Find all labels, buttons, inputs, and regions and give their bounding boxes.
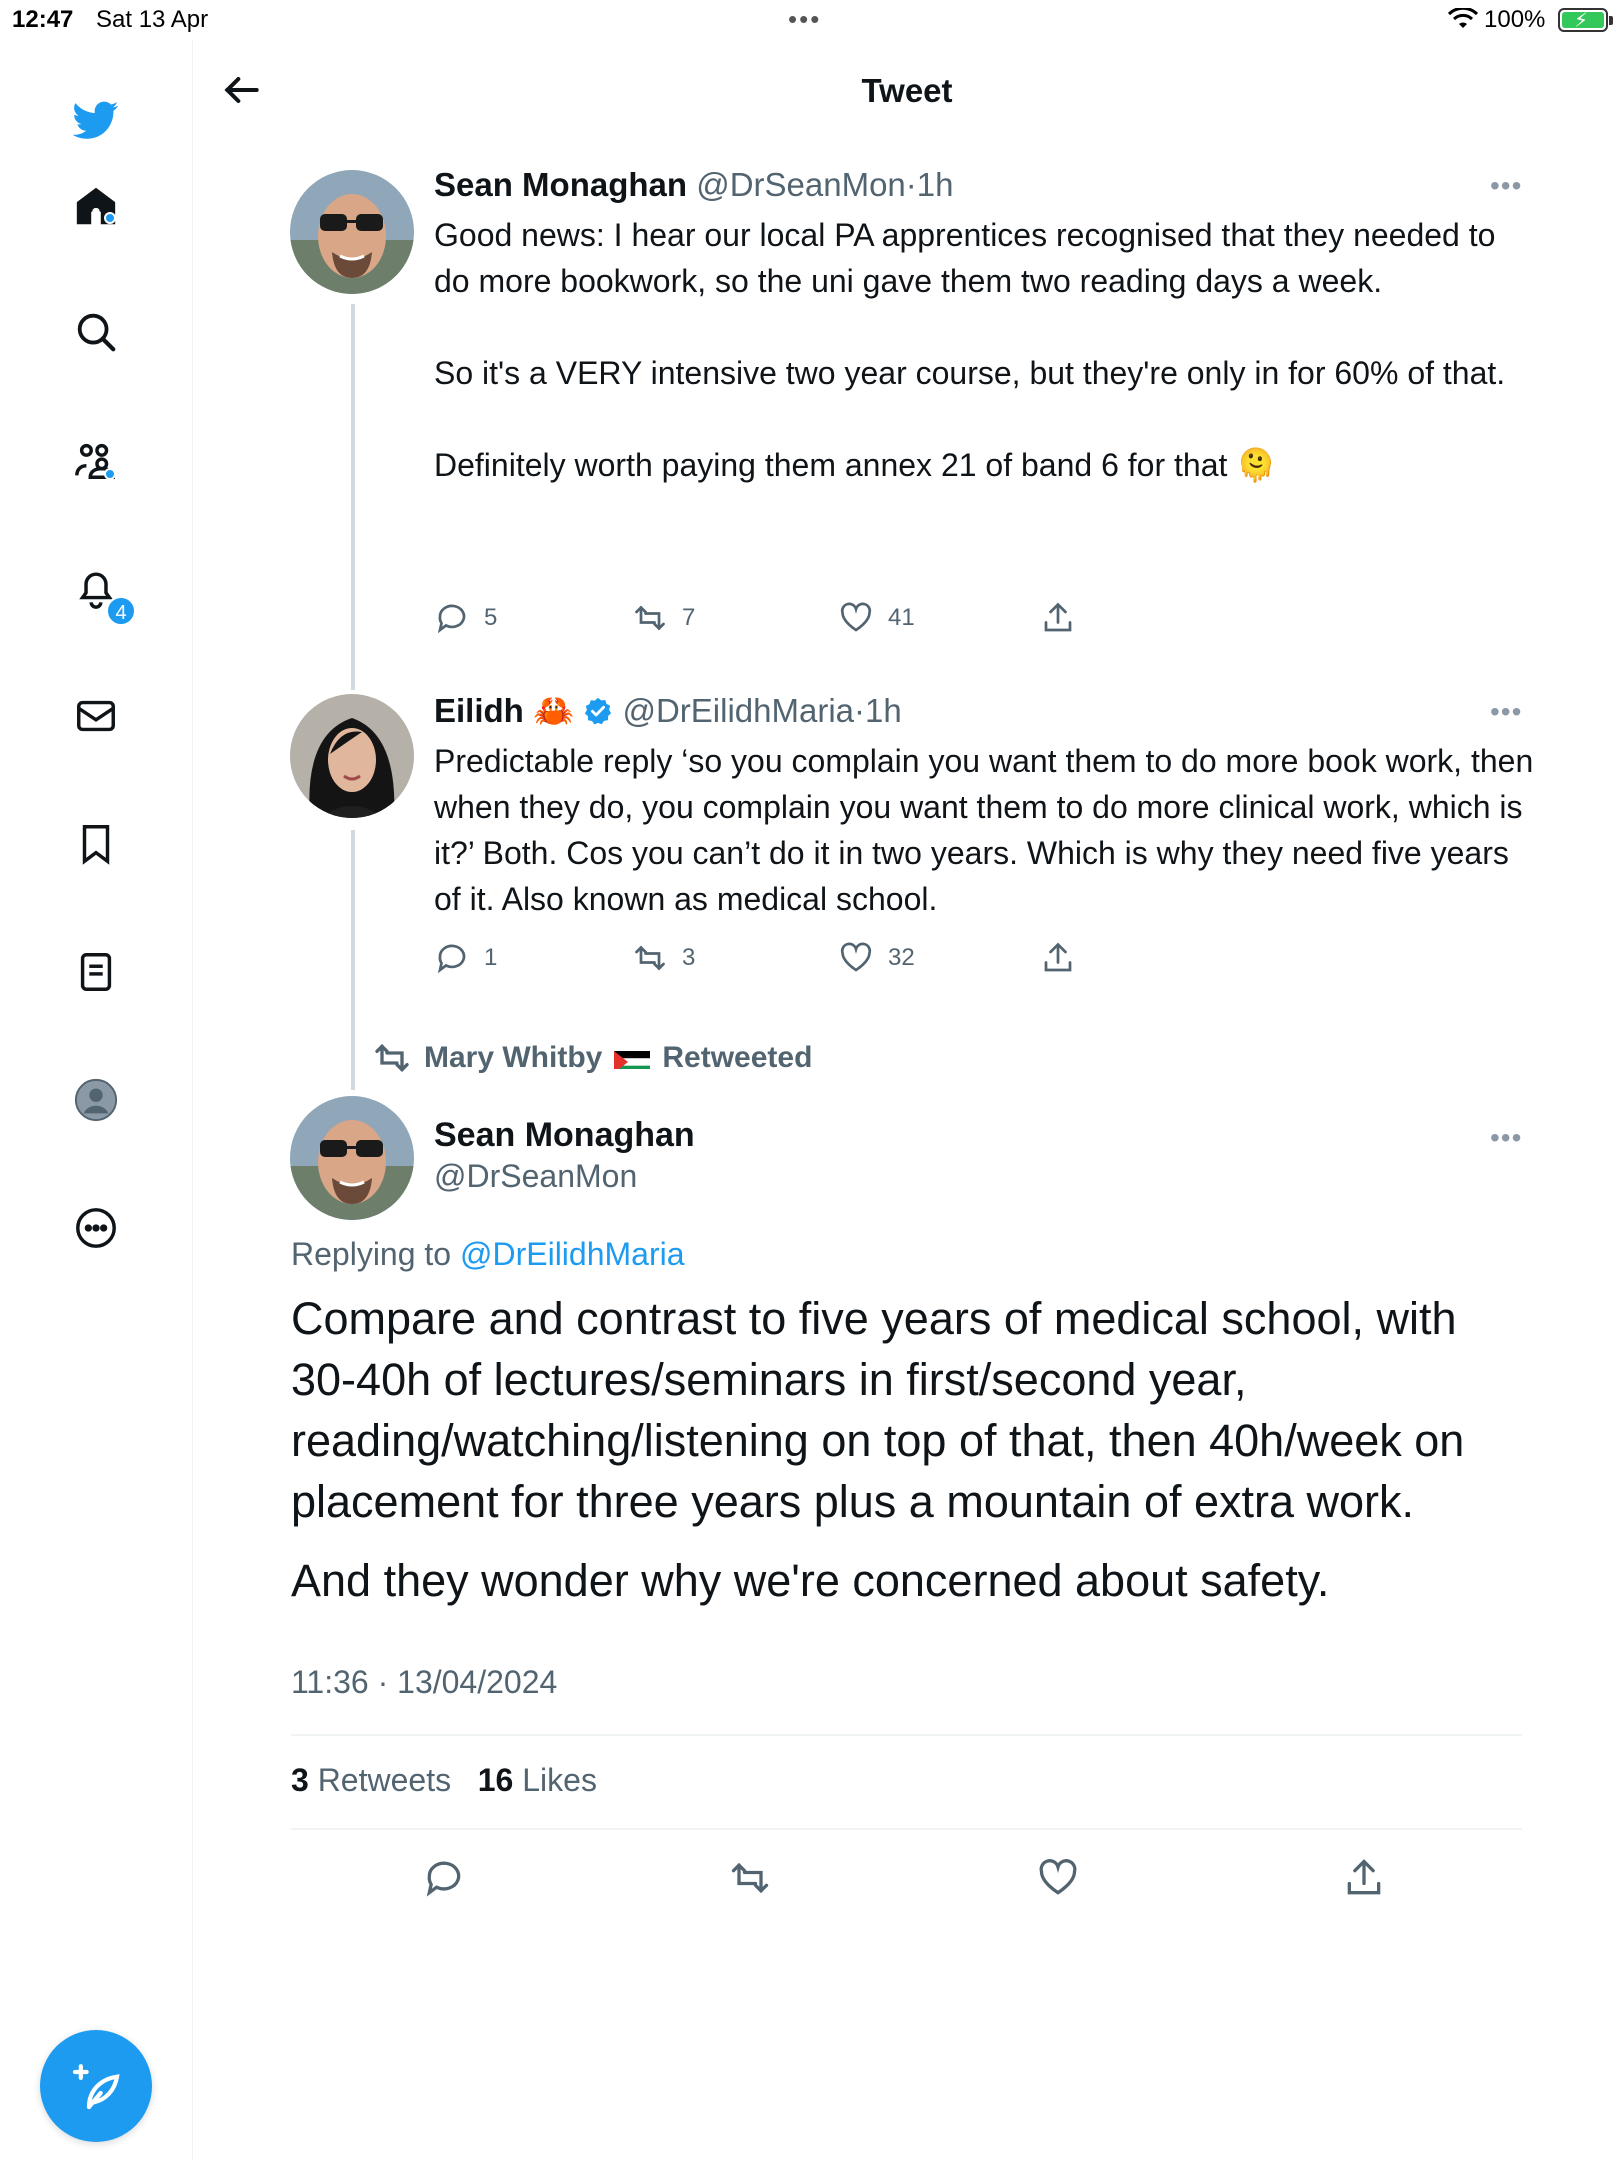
status-date: Sat 13 Apr — [96, 6, 209, 33]
tweet-paragraph: Predictable reply ‘so you complain you want them to do more book work, then when they do, you complain you want them to do more clinical work, which is it?’ Both. Cos you can’t do it in two years. Which is why they need five years of it. Also known as medical school. — [434, 743, 1534, 917]
tweet-paragraph: And they wonder why we're concerned about safety. — [291, 1555, 1330, 1606]
reply-icon — [434, 600, 470, 636]
more-options-icon[interactable]: ••• — [1490, 1122, 1523, 1153]
battery-percent: 100% — [1484, 6, 1546, 33]
twitter-logo-icon[interactable] — [66, 90, 126, 150]
header — [194, 40, 1620, 140]
more-options-icon[interactable]: ••• — [1490, 170, 1523, 201]
replying-to — [291, 1236, 685, 1273]
share-icon — [1040, 940, 1076, 976]
like-button[interactable] — [838, 598, 915, 638]
retweets-count: 3 — [291, 1762, 309, 1798]
author-handle[interactable]: @DrSeanMon — [434, 1158, 638, 1194]
separator-dot: · — [854, 692, 866, 729]
replying-to-link[interactable]: @DrEilidhMaria — [459, 1236, 685, 1272]
retweets-stat[interactable] — [291, 1762, 451, 1798]
reply-icon — [422, 1856, 466, 1900]
like-button[interactable] — [838, 938, 915, 978]
like-count: 32 — [888, 944, 915, 971]
tweet-paragraph: Compare and contrast to five years of medical school, with 30-40h of lectures/seminars in first/second year, reading/watching/listening on top of that, then 40h/week on placement for three years plus a mountain of extra work. — [291, 1293, 1465, 1527]
home-icon[interactable] — [66, 176, 126, 236]
communities-icon[interactable] — [66, 430, 126, 490]
likes-count: 16 — [477, 1762, 514, 1798]
share-button[interactable] — [1040, 938, 1076, 978]
home-unread-dot — [104, 212, 116, 224]
retweeted-label: Retweeted — [662, 1041, 813, 1074]
retweet-button[interactable] — [632, 598, 695, 638]
divider — [291, 1828, 1522, 1830]
reply-button[interactable] — [434, 598, 497, 638]
crab-emoji: 🦀 — [533, 692, 575, 729]
share-icon — [1342, 1856, 1386, 1900]
like-icon — [1036, 1856, 1080, 1900]
replying-prefix: Replying to — [291, 1236, 452, 1272]
wifi-icon — [1448, 8, 1478, 30]
tweet-actions — [434, 938, 1134, 978]
thread-connector — [351, 830, 355, 1090]
tweet-body — [434, 738, 1534, 922]
profile-icon[interactable] — [66, 1070, 126, 1130]
divider — [291, 1734, 1522, 1736]
tweet-body — [434, 212, 1534, 488]
like-icon — [838, 940, 874, 976]
separator-dot: · — [905, 166, 917, 203]
avatar[interactable] — [290, 694, 414, 818]
tweet-actions — [434, 598, 1134, 638]
communities-unread-dot — [104, 468, 116, 480]
page-title: Tweet — [861, 72, 953, 109]
reply-button[interactable] — [434, 938, 497, 978]
author-name[interactable]: Sean Monaghan — [434, 1116, 695, 1154]
author-name[interactable]: Eilidh — [434, 692, 524, 729]
palestine-flag-icon — [614, 1047, 650, 1069]
avatar[interactable] — [290, 1096, 414, 1220]
retweet-button[interactable] — [632, 938, 695, 978]
more-circle-icon[interactable] — [66, 1198, 126, 1258]
author-name[interactable]: Sean Monaghan — [434, 166, 688, 203]
share-button[interactable] — [1342, 1856, 1386, 1900]
tweet-paragraph: Definitely worth paying them annex 21 of band 6 for that 🫠 — [434, 447, 1277, 483]
retweet-icon — [372, 1038, 412, 1078]
retweet-count: 3 — [682, 944, 696, 971]
status-bar — [0, 0, 1620, 40]
tweet-time[interactable]: 1h — [916, 166, 954, 203]
tweet-time[interactable]: 1h — [865, 692, 902, 729]
battery-icon: ⚡ — [1558, 8, 1608, 32]
reply-icon — [434, 940, 470, 976]
author-handle[interactable]: @DrSeanMon — [696, 166, 906, 203]
reply-count: 1 — [484, 944, 498, 971]
verified-icon — [583, 696, 613, 726]
likes-label: Likes — [522, 1762, 597, 1798]
sidebar — [0, 40, 193, 2160]
like-icon — [838, 600, 874, 636]
retweet-context[interactable] — [372, 1038, 812, 1078]
likes-stat[interactable] — [478, 1762, 597, 1798]
more-options-icon[interactable]: ••• — [1490, 696, 1523, 727]
compose-icon — [68, 2058, 124, 2114]
tweet-paragraph: Good news: I hear our local PA apprentices recognised that they needed to do more bookwork, so the uni gave them two reading days a week. — [434, 217, 1496, 299]
like-button[interactable] — [1036, 1856, 1080, 1900]
retweeter-name: Mary Whitby — [424, 1041, 603, 1074]
avatar[interactable] — [290, 170, 414, 294]
retweet-button[interactable] — [728, 1856, 772, 1900]
tweet-timestamp[interactable]: 11:36 · 13/04/2024 — [291, 1664, 558, 1700]
share-button[interactable] — [1040, 598, 1076, 638]
lists-icon[interactable] — [66, 942, 126, 1002]
retweet-icon — [632, 940, 668, 976]
reply-count: 5 — [484, 604, 498, 631]
tweet-stats — [291, 1762, 597, 1799]
like-count: 41 — [888, 604, 915, 631]
status-time: 12:47 — [12, 6, 74, 33]
author-handle[interactable]: @DrEilidhMaria — [622, 692, 855, 729]
reply-button[interactable] — [422, 1856, 466, 1900]
retweet-icon — [728, 1856, 772, 1900]
retweet-icon — [632, 600, 668, 636]
multitask-dots-icon[interactable]: ••• — [788, 4, 822, 34]
notifications-badge: 4 — [106, 596, 136, 626]
bookmark-icon[interactable] — [66, 814, 126, 874]
search-icon[interactable] — [66, 302, 126, 362]
retweet-count: 7 — [682, 604, 696, 631]
thread-connector — [351, 304, 355, 690]
share-icon — [1040, 600, 1076, 636]
tweet-paragraph: So it's a VERY intensive two year course, but they're only in for 60% of that. — [434, 355, 1506, 391]
mail-icon[interactable] — [66, 686, 126, 746]
main-tweet-body — [291, 1288, 1531, 1629]
retweets-label: Retweets — [317, 1762, 452, 1798]
compose-button[interactable] — [40, 2030, 152, 2142]
